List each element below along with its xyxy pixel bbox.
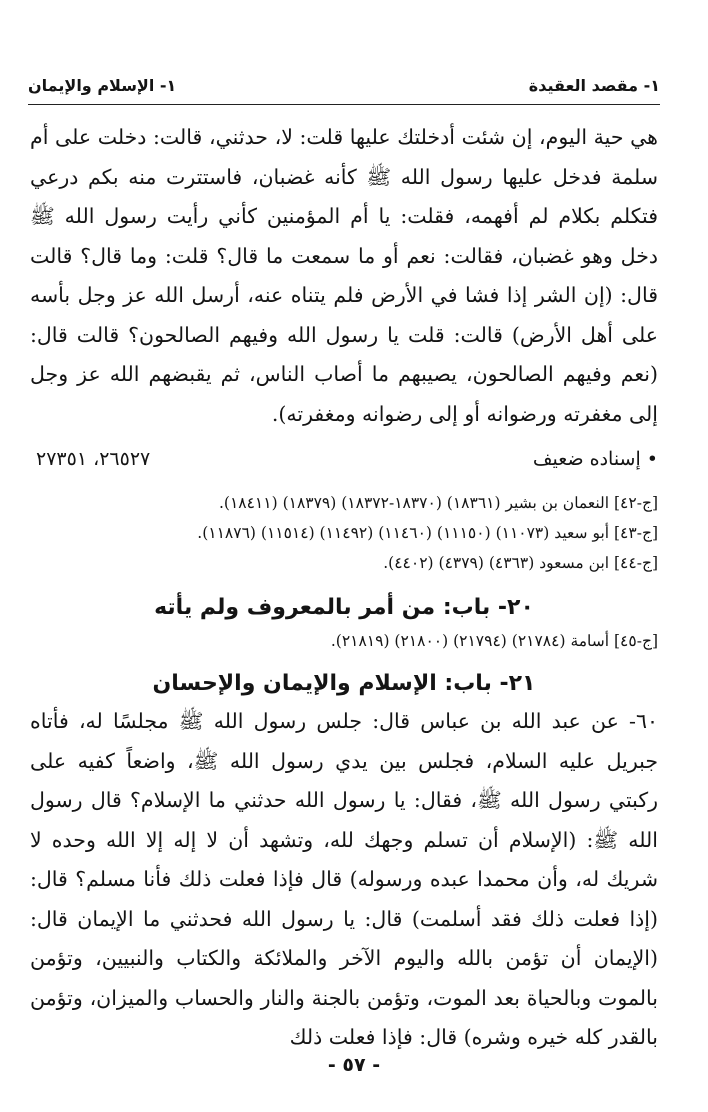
chapter-20-heading: ٢٠- باب: من أمر بالمعروف ولم يأته (154, 595, 534, 620)
reference-list (30, 488, 658, 578)
hadith-60-paragraph: ٦٠- عن عبد الله بن عباس قال: جلس رسول الله ﷺ مجلسًا له، فأتاه جبريل عليه السلام، فجلس بين يدي رسول الله ﷺ، واضعاً كفيه على ركبتي رسول الله ﷺ، فقال: يا رسول الله حدثني ما الإسلام؟ قال رسول الله ﷺ: (الإسلام أن تسلم وجهك لله، وتشهد أن لا إله إلا الله وحده لا شريك له، وأن محمدا عبده ورسوله) قال فإذا فعلت ذلك فأنا مسلم؟ قال: (إذا فعلت ذلك فقد أسلمت) قال: يا رسول الله فحدثني ما الإيمان قال: (الإيمان أن تؤمن بالله واليوم الآخر والملائكة والكتاب والنبيين، وتؤمن بالموت وبالحياة بعد الموت، وتؤمن بالجنة والنار والحساب والميزان، وتؤمن بالقدر كله خيره وشره) قال: فإذا فعلت ذلك (30, 709, 658, 1049)
chapter-21-heading: ٢١- باب: الإسلام والإيمان والإحسان (152, 671, 536, 696)
section-title: ١- مقصد العقيدة (528, 76, 660, 95)
page-number: - ٥٧ - (327, 1054, 381, 1076)
isnad-grade: • إسناده ضعيف (532, 448, 658, 470)
hadith-continuation-paragraph: هي حية اليوم، إن شئت أدخلتك عليها قلت: لا، حدثني، قالت: دخلت على أم سلمة فدخل عليها رسول الله ﷺ كأنه غضبان، فاستترت منه بكم درعي فتكلم بكلام لم أفهمه، فقلت: يا أم المؤمنين كأني رأيت رسول الله ﷺ دخل وهو غضبان، فقالت: نعم أو ما سمعت ما قال؟ قلت: وما قال؟ قالت قال: (إن الشر إذا فشا في الأرض فلم يتناه عنه، أرسل الله عز وجل بأسه على أهل الأرض) قالت: قلت يا رسول الله وفيهم الصالحون؟ قالت قال: (نعم وفيهم الصالحون، يصيبهم ما أصاب الناس، ثم يقبضهم الله عز وجل إلى مغفرته ورضوانه أو إلى رضوانه ومغفرته). (30, 125, 658, 426)
reference-line: [ج-٤٣] أبو سعيد (١١٠٧٣) (١١١٥٠) (١١٤٦٠) (١١٤٩٢) (١١٥١٤) (١١٨٧٦). (197, 524, 658, 542)
header-divider (28, 104, 660, 105)
isnad-numbers: ٢٦٥٢٧، ٢٧٣٥١ (36, 448, 151, 470)
page-body (30, 118, 658, 1058)
running-header (28, 72, 660, 102)
reference-line: [ج-٤٤] ابن مسعود (٤٣٦٣) (٤٣٧٩) (٤٤٠٢). (383, 554, 658, 572)
reference-line: [ج-٤٢] النعمان بن بشير (١٨٣٦١) (١٨٣٧٠-١٨٣٧٢) (١٨٣٧٩) (١٨٤١١). (218, 494, 658, 512)
isnad-row (30, 442, 658, 482)
chapter-20-reference: [ج-٤٥] أسامة (٢١٧٨٤) (٢١٧٩٤) (٢١٨٠٠) (٢١٨١٩). (330, 632, 658, 650)
chapter-title: ١- الإسلام والإيمان (28, 76, 177, 95)
